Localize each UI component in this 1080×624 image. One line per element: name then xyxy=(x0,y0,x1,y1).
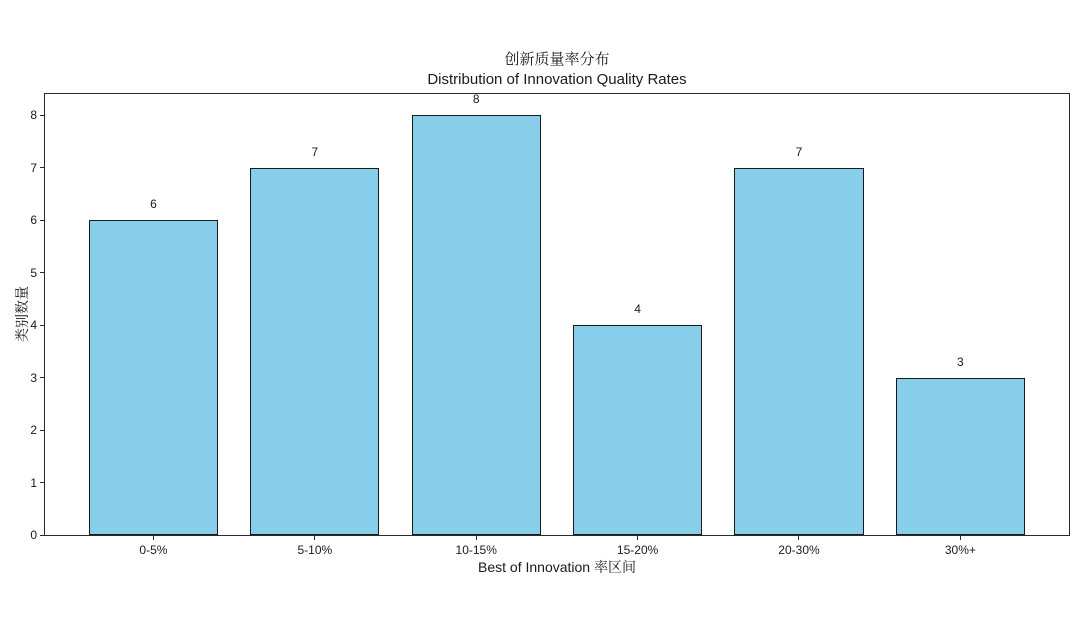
chart-subtitle: Distribution of Innovation Quality Rates xyxy=(427,71,687,88)
x-tick-label: 0-5% xyxy=(139,543,168,557)
x-axis-label: Best of Innovation 率区间 xyxy=(478,559,636,575)
x-axis-tick xyxy=(153,536,154,540)
x-axis-tick xyxy=(476,536,477,540)
y-tick-label: 2 xyxy=(30,423,37,437)
bar xyxy=(89,220,218,535)
bar xyxy=(896,378,1025,536)
bar-value-label: 7 xyxy=(311,144,319,159)
bar xyxy=(573,325,702,535)
y-axis-tick xyxy=(40,115,44,116)
x-tick-label: 20-30% xyxy=(778,543,820,557)
y-axis-tick xyxy=(40,482,44,483)
y-tick-label: 4 xyxy=(30,318,37,332)
y-tick-label: 3 xyxy=(30,370,37,385)
chart-title: 创新质量率分布 xyxy=(504,51,610,68)
y-tick-label: 0 xyxy=(30,528,37,542)
y-axis-tick xyxy=(40,535,44,536)
bar-value-label: 7 xyxy=(795,144,803,159)
bar-value-label: 6 xyxy=(150,197,157,211)
x-tick-label: 15-20% xyxy=(616,543,659,557)
y-tick-label: 7 xyxy=(30,160,37,175)
y-axis-tick xyxy=(40,430,44,431)
y-axis-tick xyxy=(40,272,44,273)
x-tick-label: 5-10% xyxy=(297,543,333,557)
bar-value-label: 8 xyxy=(472,92,480,106)
bar xyxy=(412,115,541,535)
y-axis-label: 类别数量 xyxy=(14,286,30,342)
x-axis-tick xyxy=(960,536,961,540)
bar xyxy=(734,168,863,536)
y-axis-tick xyxy=(40,167,44,168)
x-axis-tick xyxy=(798,536,799,540)
y-axis-tick xyxy=(40,220,44,221)
plot-area xyxy=(30,92,1070,557)
y-tick-label: 1 xyxy=(30,475,37,490)
y-axis-tick xyxy=(40,325,44,326)
bar xyxy=(250,168,379,536)
bar-value-label: 4 xyxy=(634,302,641,316)
y-tick-label: 8 xyxy=(30,108,37,122)
x-axis-tick xyxy=(314,536,315,540)
bar-value-label: 3 xyxy=(957,354,964,369)
x-tick-label: 10-15% xyxy=(455,543,497,557)
x-tick-label: 30%+ xyxy=(944,543,976,557)
y-tick-label: 6 xyxy=(30,213,37,227)
y-axis-tick xyxy=(40,377,44,378)
y-tick-label: 5 xyxy=(30,265,37,280)
x-axis-tick xyxy=(637,536,638,540)
